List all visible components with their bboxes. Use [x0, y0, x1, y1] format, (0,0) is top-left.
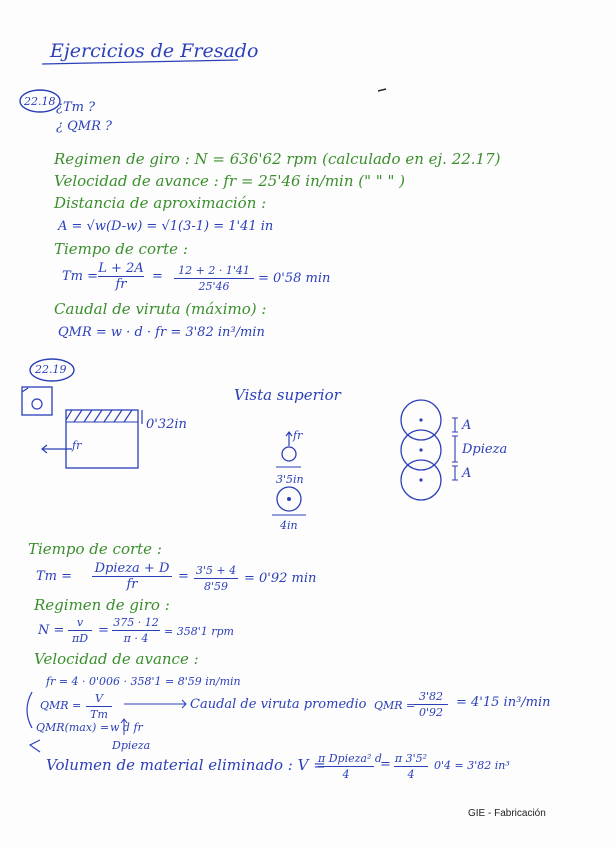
feed-label-top: fr — [293, 429, 303, 442]
qmr-label: QMR = — [40, 699, 82, 712]
volumen-result: 0'4 = 3'82 in³ — [434, 759, 510, 772]
exercise-number-22-18: 22.18 — [24, 95, 56, 108]
tm-denominator: fr — [115, 277, 127, 292]
volumen-denominator-values: 4 — [407, 768, 415, 781]
qmr-fraction — [86, 692, 112, 721]
tm-numerator-values: 12 + 2 · 1'41 — [178, 264, 250, 277]
tm-label-2: Tm = — [36, 569, 73, 584]
regimen-giro-text: Regimen de giro : N = 636'62 rpm (calculado en ej. 22.17) — [54, 150, 501, 168]
cut-depth-label: 0'32in — [146, 417, 187, 432]
n-numerator: v — [76, 616, 84, 629]
velocidad-avance-text: Velocidad de avance : fr = 25'46 in/min (" " " ) — [54, 172, 405, 190]
tm-fraction-values-2 — [194, 564, 238, 593]
qmr-max-formula: w d fr — [110, 721, 143, 734]
tm-result-2: = 0'92 min — [244, 571, 317, 586]
vista-superior-label: Vista superior — [234, 386, 341, 404]
qmr-value-numerator: 3'82 — [418, 690, 444, 703]
qmr-numerator: V — [95, 692, 103, 705]
distancia-aproximacion-heading: Distancia de aproximación : — [54, 194, 267, 212]
velocidad-avance-line — [54, 174, 405, 189]
tm-denominator-values-2: 8'59 — [203, 580, 229, 593]
footer-label: GIE - Fabricación — [468, 808, 546, 819]
regimen-giro-line — [54, 152, 501, 167]
tiempo-corte-heading-2: Tiempo de corte : — [28, 540, 162, 558]
qmr-max-label: QMR(max) = — [36, 721, 110, 734]
tm-equals-2: = — [178, 569, 189, 584]
tiempo-corte-heading: Tiempo de corte : — [54, 240, 188, 258]
tm-numerator-2: Dpieza + D — [94, 561, 170, 576]
tm-equals: = — [152, 269, 163, 284]
caudal-viruta-heading: Caudal de viruta (máximo) : — [54, 300, 267, 318]
volumen-equals: = — [380, 757, 391, 772]
n-fraction-values — [112, 616, 160, 645]
volumen-fraction — [318, 752, 382, 781]
exercise-number-22-19: 22.19 — [35, 363, 67, 376]
qmr-value-label: QMR = — [374, 699, 416, 712]
volumen-numerator-values: π 3'5² — [394, 752, 428, 765]
dpieza-label: Dpieza — [462, 442, 508, 457]
qmr-value-denominator: 0'92 — [418, 706, 444, 719]
tm-fraction — [98, 262, 144, 291]
volumen-fraction-values — [394, 752, 428, 781]
dimension-3-5in: 3'5in — [276, 473, 304, 486]
feed-label-side: fr — [72, 439, 82, 452]
volumen-numerator: π Dpieza² d — [318, 752, 382, 765]
qmr-max-dpieza: Dpieza — [112, 739, 151, 752]
volumen-denominator: 4 — [342, 768, 350, 781]
n-result: = 358'1 rpm — [164, 625, 234, 638]
question-qmr: ¿ QMR ? — [56, 119, 112, 134]
caudal-viruta-promedio: Caudal de viruta promedio — [190, 697, 367, 712]
question-tm: ¿Tm ? — [56, 100, 96, 115]
qmr-value-result: = 4'15 in³/min — [456, 695, 551, 710]
approach-a-bottom: A — [462, 466, 472, 481]
n-label: N = — [38, 623, 65, 638]
qmr-denominator: Tm — [90, 708, 108, 721]
n-equals: = — [98, 623, 109, 638]
n-numerator-values: 375 · 12 — [113, 616, 159, 629]
n-fraction — [68, 616, 92, 645]
tm-numerator-values-2: 3'5 + 4 — [195, 564, 237, 577]
regimen-giro-heading-2: Regimen de giro : — [34, 596, 170, 614]
caudal-formula: QMR = w · d · fr = 3'82 in³/min — [58, 325, 265, 340]
tm-numerator: L + 2A — [98, 261, 144, 276]
tm-denominator-2: fr — [126, 577, 138, 592]
distancia-formula: A = √w(D-w) = √1(3-1) = 1'41 in — [58, 219, 274, 234]
approach-a-top: A — [462, 418, 472, 433]
page-title: Ejercicios de Fresado — [50, 40, 259, 62]
tm-result: = 0'58 min — [258, 271, 331, 286]
tm-fraction-2 — [92, 562, 172, 591]
tm-fraction-values — [174, 264, 254, 293]
dimension-4in: 4in — [280, 519, 298, 532]
volumen-material-line: Volumen de material eliminado : V = — [46, 756, 326, 774]
qmr-value-fraction — [414, 690, 448, 719]
fr-formula: fr = 4 · 0'006 · 358'1 = 8'59 in/min — [46, 675, 241, 688]
tm-denominator-values: 25'46 — [198, 280, 230, 293]
tm-label: Tm = — [62, 269, 99, 284]
n-denominator: πD — [71, 632, 89, 645]
n-denominator-values: π · 4 — [123, 632, 149, 645]
velocidad-avance-heading-2: Velocidad de avance : — [34, 650, 199, 668]
